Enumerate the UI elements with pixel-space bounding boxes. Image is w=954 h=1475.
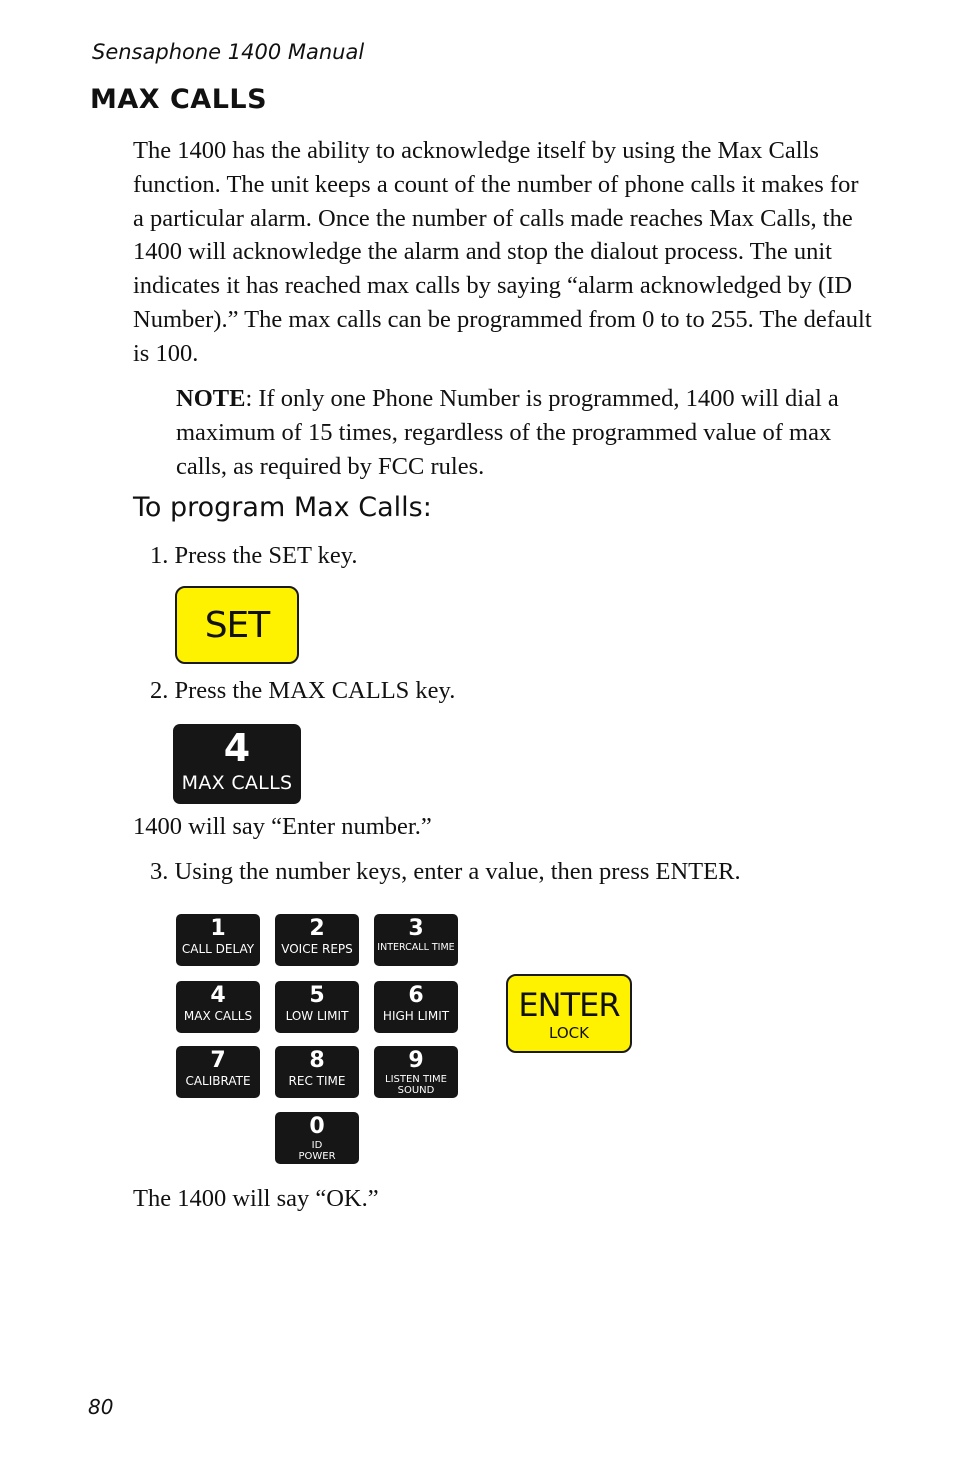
keypad-key-3 bbox=[374, 914, 458, 966]
key-number: 1 bbox=[210, 916, 226, 941]
set-key bbox=[175, 586, 299, 664]
section-title: MAX CALLS bbox=[90, 84, 268, 115]
step-1: 1. Press the SET key. bbox=[150, 542, 358, 569]
key-label: REC TIME bbox=[288, 1074, 346, 1088]
keypad-key-7 bbox=[176, 1046, 260, 1098]
key-number: 4 bbox=[210, 983, 226, 1008]
enter-key-label: ENTER bbox=[518, 985, 620, 1024]
key-label: VOICE REPS bbox=[281, 942, 353, 956]
key-number: 3 bbox=[408, 916, 424, 941]
key-label: MAX CALLS bbox=[183, 1009, 253, 1023]
step-2: 2. Press the MAX CALLS key. bbox=[150, 677, 456, 704]
key-label: LOW LIMIT bbox=[285, 1009, 349, 1023]
says-enter-number: 1400 will say “Enter number.” bbox=[133, 813, 432, 840]
keypad-key-4 bbox=[176, 981, 260, 1033]
key-label: INTERCALL TIME bbox=[377, 942, 455, 953]
step-3: 3. Using the number keys, enter a value, then press ENTER. bbox=[150, 858, 741, 885]
keypad-key-6 bbox=[374, 981, 458, 1033]
keypad-key-9 bbox=[374, 1046, 458, 1098]
note-text: : If only one Phone Number is programmed, 1400 will dial a maximum of 15 times, regardless of the programmed value of max calls, as required by FCC rules. bbox=[176, 385, 839, 480]
max-calls-key-number: 4 bbox=[223, 726, 251, 770]
max-calls-key bbox=[173, 724, 301, 804]
key-label: CALL DELAY bbox=[181, 942, 255, 956]
key-number: 2 bbox=[309, 916, 325, 941]
key-number: 6 bbox=[408, 983, 424, 1008]
key-number: 7 bbox=[210, 1048, 226, 1073]
says-ok: The 1400 will say “OK.” bbox=[133, 1185, 379, 1212]
subheading: To program Max Calls: bbox=[133, 492, 432, 523]
keypad-key-2 bbox=[275, 914, 359, 966]
running-header: Sensaphone 1400 Manual bbox=[92, 40, 365, 64]
set-key-label: SET bbox=[204, 604, 270, 646]
key-label: ID bbox=[311, 1140, 323, 1151]
keypad-key-1 bbox=[176, 914, 260, 966]
body-paragraph: The 1400 has the ability to acknowledge itself by using the Max Calls function. The unit keeps a count of the number of phone calls it makes for a particular alarm. Once the number of calls made reaches Max Calls, the 1400 will acknowledge the alarm and stop the dialout process. The unit indicates it has reached max calls by saying “alarm acknowledged by (ID Number).” The max calls can be programmed from 0 to to 255. The default is 100. bbox=[133, 137, 872, 367]
enter-key-sublabel: LOCK bbox=[549, 1023, 589, 1042]
key-label: HIGH LIMIT bbox=[382, 1009, 450, 1023]
page-number: 80 bbox=[88, 1395, 114, 1419]
key-number: 8 bbox=[309, 1048, 325, 1073]
enter-key bbox=[506, 974, 632, 1053]
key-number: 9 bbox=[408, 1048, 424, 1073]
key-number: 5 bbox=[309, 983, 325, 1008]
max-calls-key-label: MAX CALLS bbox=[181, 772, 293, 794]
note-label: NOTE bbox=[176, 385, 246, 412]
keypad-key-5 bbox=[275, 981, 359, 1033]
key-label: LISTEN TIME bbox=[385, 1074, 447, 1085]
note-paragraph bbox=[176, 382, 866, 483]
key-label: CALIBRATE bbox=[185, 1074, 251, 1088]
keypad-key-0 bbox=[275, 1112, 359, 1164]
key-label-secondary: SOUND bbox=[397, 1085, 435, 1096]
keypad-key-8 bbox=[275, 1046, 359, 1098]
key-label-secondary: POWER bbox=[298, 1151, 336, 1162]
key-number: 0 bbox=[309, 1114, 325, 1139]
